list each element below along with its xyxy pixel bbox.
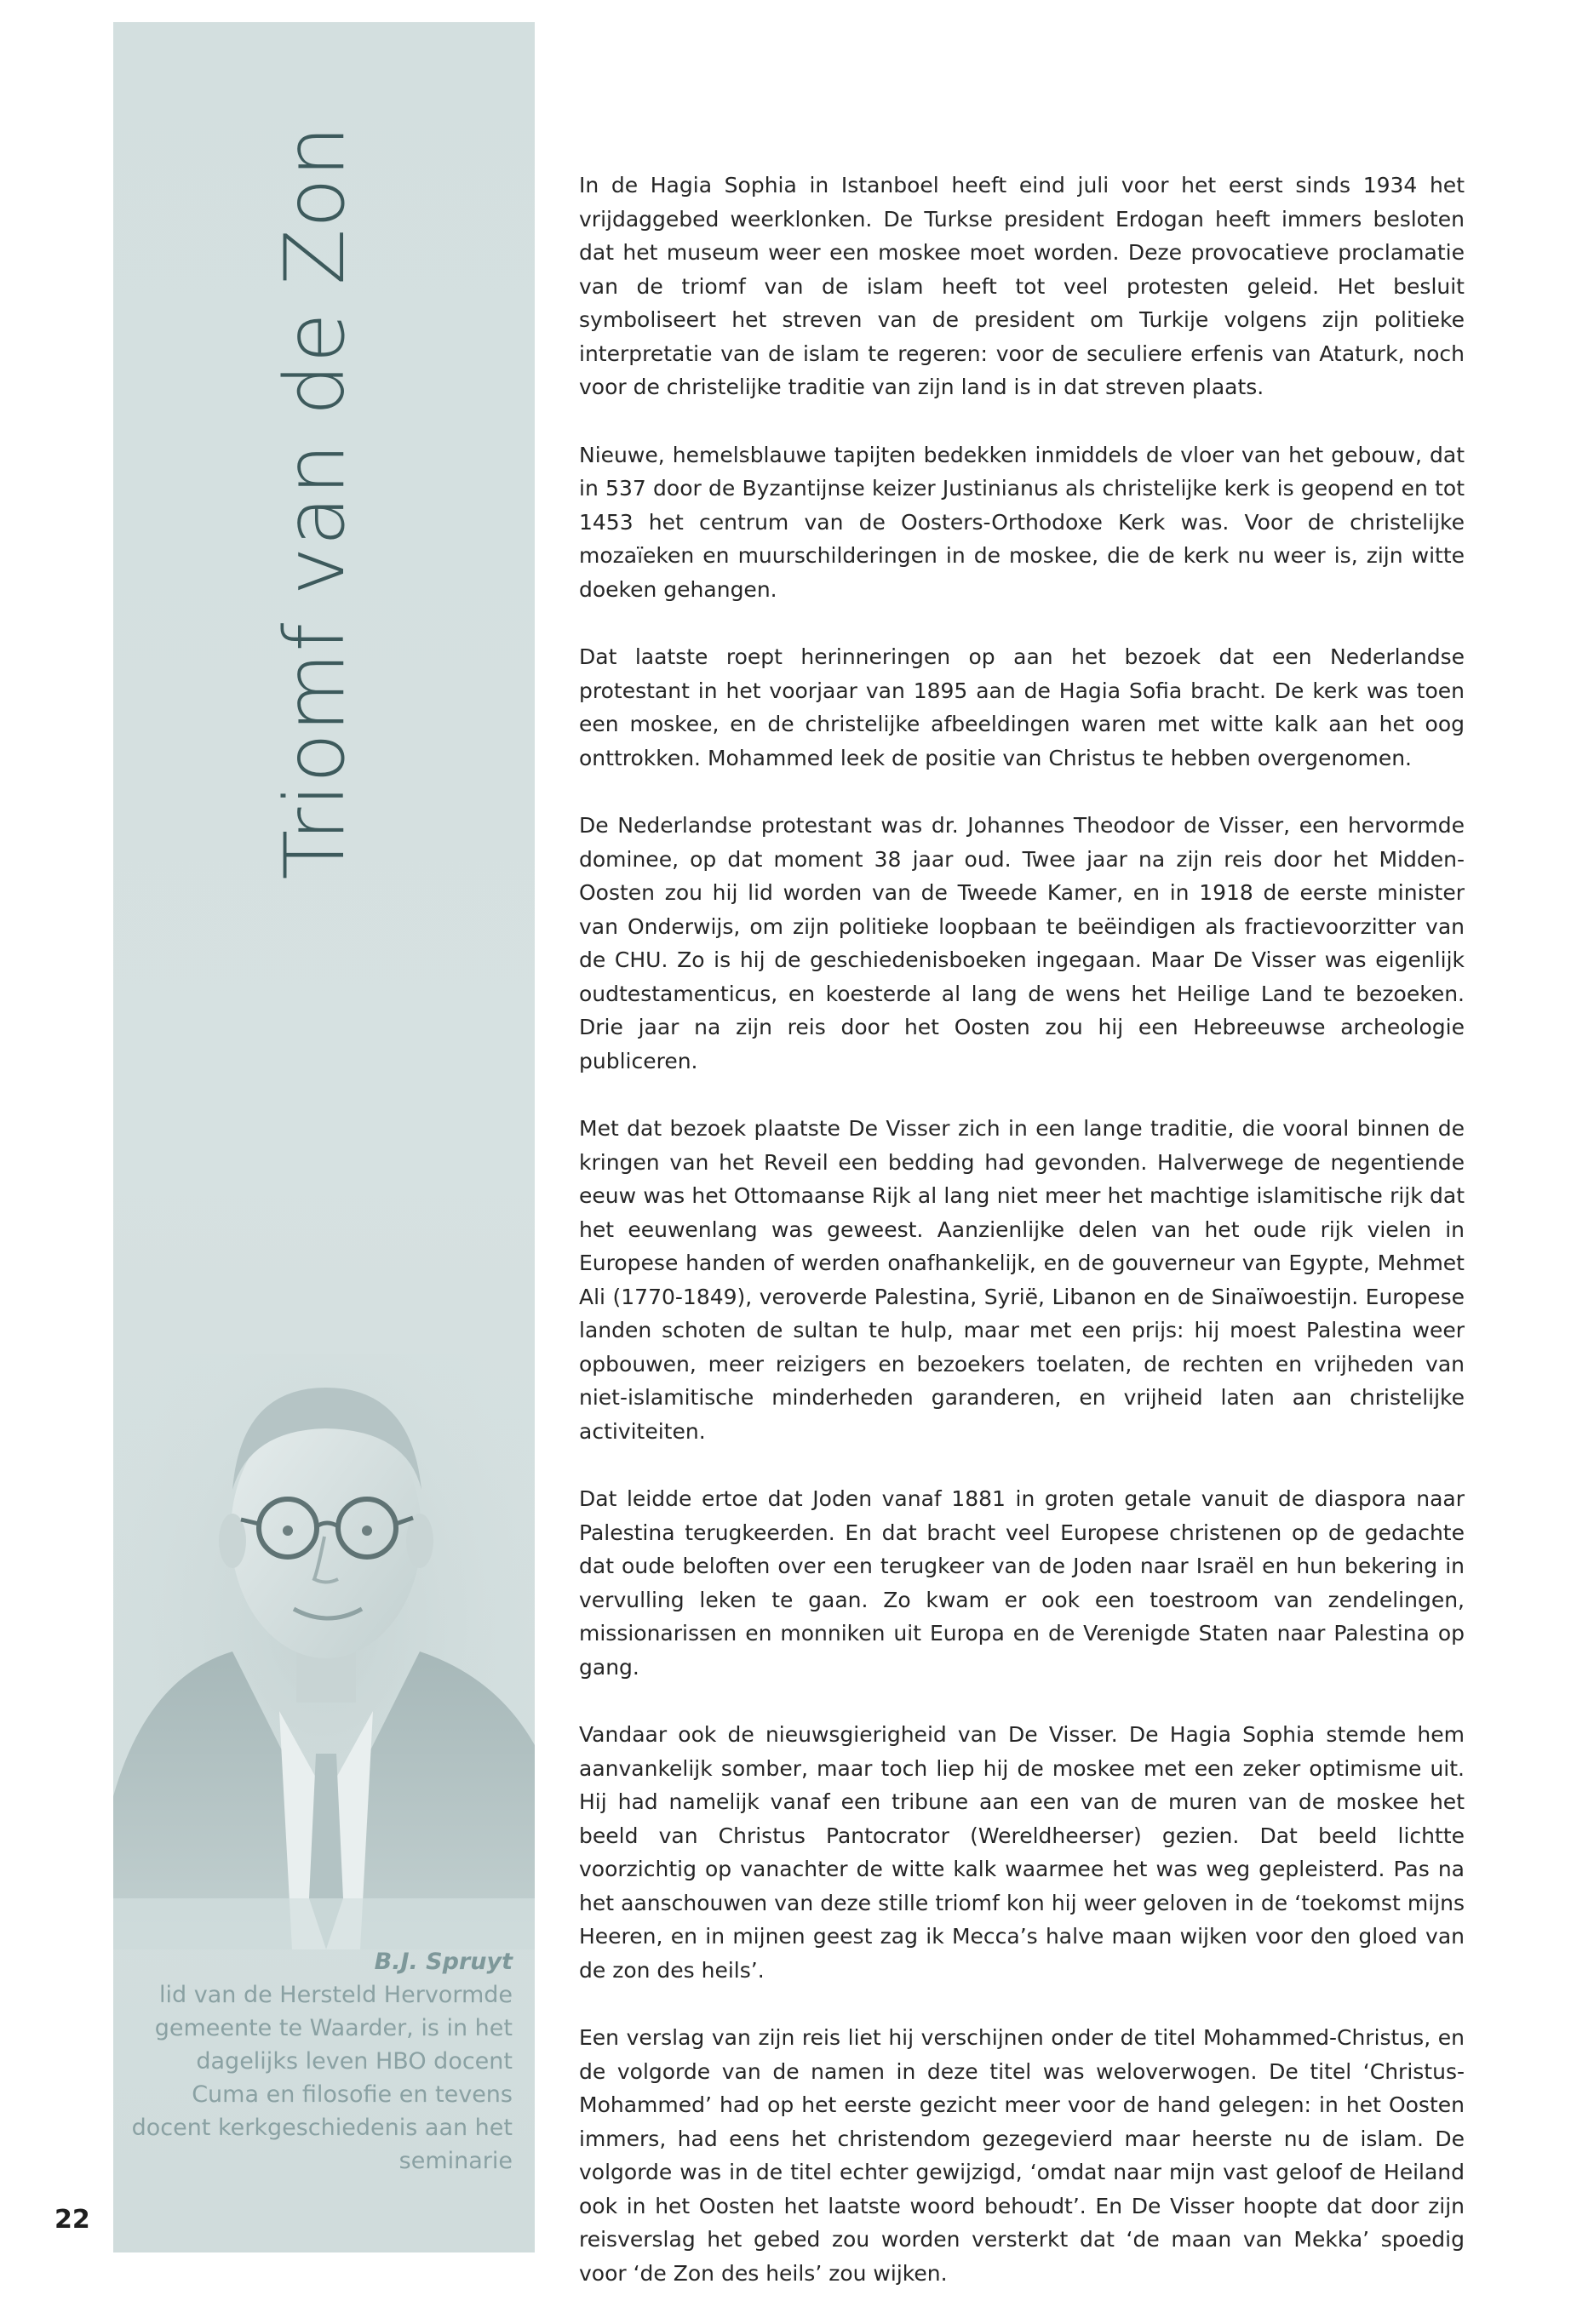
paragraph: Vandaar ook de nieuwsgierigheid van De Visser. De Hagia Sophia stemde hem aanvankelijk somber, maar toch liep hij de moskee met een zeker optimisme uit. Hij had namelijk vanaf een tribune aan een van de muren van de moskee het beeld van Christus Pantocrator (Wereldheerser) gezien. Dat beeld lichtte voorzichtig op vanachter de witte kalk waarmee het was weg gepleisterd. Pas na het aanschouwen van deze stille triomf kon hij weer geloven in de ‘toekomst mijns Heeren, en in mijnen geest zag ik Mecca’s halve maan wijken voor den gloed van de zon des heils’. — [579, 1722, 1465, 1983]
page-number: 22 — [54, 2205, 90, 2235]
article-title: Triomf van de Zon — [267, 124, 363, 880]
paragraph: Met dat bezoek plaatste De Visser zich in een lange traditie, die vooral binnen de kringen van het Reveil een bedding had gevonden. Halverwege de negentiende eeuw was het Ottomaanse Rijk al lang niet meer het machtige islamitische rijk dat het eeuwenlang was geweest. Aanzienlijke delen van het oude rijk vielen in Europese handen of werden onafhankelijk, en de gouverneur van Egypte, Mehmet Ali (1770-1849), veroverde Palestina, Syrië, Libanon en de Sinaïwoestijn. Europese landen schoten de sultan te hulp, maar met een prijs: hij moest Palestina weer opbouwen, meer reizigers en bezoekers toelaten, de rechten en vrijheden van niet-islamitische minderheden garanderen, en vrijheid laten aan christelijke activiteiten. — [579, 1116, 1465, 1444]
author-name: B.J. Spruyt — [374, 1949, 513, 1975]
author-description: lid van de Hersteld Hervormde gemeente te Waarder, is in het dagelijks leven HBO docent Cuma en filosofie en tevens docent kerkgeschiedenis aan het seminarie — [131, 1982, 513, 2174]
author-portrait — [113, 1354, 535, 1949]
paragraph: Nieuwe, hemelsblauwe tapijten bedekken inmiddels de vloer van het gebouw, dat in 537 door de Byzantijnse keizer Justinianus als christelijke kerk is geopend en tot 1453 het centrum van de Oosters-Orthodoxe Kerk was. Voor de christelijke mozaïeken en muurschilderingen in de moskee, die de kerk nu weer is, zijn witte doeken gehangen. — [579, 442, 1465, 602]
portrait-image — [113, 1354, 535, 1949]
paragraph: Dat laatste roept herinneringen op aan het bezoek dat een Nederlandse protestant in het voorjaar van 1895 aan de Hagia Sofia bracht. De kerk was toen een moskee, en de christelijke afbeeldingen waren met witte kalk aan het oog onttrokken. Mohammed leek de positie van Christus te hebben overgenomen. — [579, 644, 1465, 770]
author-bio — [128, 1945, 513, 2178]
article-body — [579, 169, 1465, 2324]
paragraph: Dat leidde ertoe dat Joden vanaf 1881 in groten getale vanuit de diaspora naar Palestina terugkeerden. En dat bracht veel Europese christenen op de gedachte dat oude beloften over een terugkeer van de Joden naar Israël en hun bekering in vervulling leken te gaan. Zo kwam er ook een toestroom van zendelingen, missionarissen en monniken uit Europa en de Verenigde Staten naar Palestina op gang. — [579, 1486, 1465, 1680]
paragraph: In de Hagia Sophia in Istanboel heeft eind juli voor het eerst sinds 1934 het vrijdaggebed weerklonken. De Turkse president Erdogan heeft immers besloten dat het museum weer een moskee moet worden. Deze provocatieve proclamatie van de triomf van de islam heeft tot veel protesten geleid. Het besluit symboliseert het streven van de president om Turkije volgens zijn politieke interpretatie van de islam te regeren: voor de seculiere erfenis van Ataturk, noch voor de christelijke traditie van zijn land is in dat streven plaats. — [579, 173, 1465, 399]
paragraph: Een verslag van zijn reis liet hij verschijnen onder de titel Mohammed-Christus, en de volgorde van de namen in deze titel was weloverwogen. De titel ‘Christus-Mohammed’ had op het eerste gezicht meer voor de hand gelegen: in het Oosten immers, had eens het christendom gezegevierd maar heerste nu de islam. De volgorde was in de titel echter gewijzigd, ‘omdat naar mijn vast geloof de Heiland ook in het Oosten het laatste woord behoudt’. En De Visser hoopte dat door zijn reisverslag het gebed zou worden versterkt dat ‘de maan van Mekka’ spoedig voor ‘de Zon des heils’ zou wijken. — [579, 2025, 1465, 2286]
paragraph: De Nederlandse protestant was dr. Johannes Theodoor de Visser, een hervormde dominee, op dat moment 38 jaar oud. Twee jaar na zijn reis door het Midden-Oosten zou hij lid worden van de Tweede Kamer, en in 1918 de eerste minister van Onderwijs, om zijn politieke loopbaan te beëindigen als fractievoorzitter van de CHU. Zo is hij de geschiedenisboeken ingegaan. Maar De Visser was eigenlijk oudtestamenticus, en koesterde al lang de wens het Heilige Land te bezoeken. Drie jaar na zijn reis door het Oosten zou hij een Hebreeuwse archeologie publiceren. — [579, 813, 1465, 1073]
title-area — [213, 124, 417, 880]
